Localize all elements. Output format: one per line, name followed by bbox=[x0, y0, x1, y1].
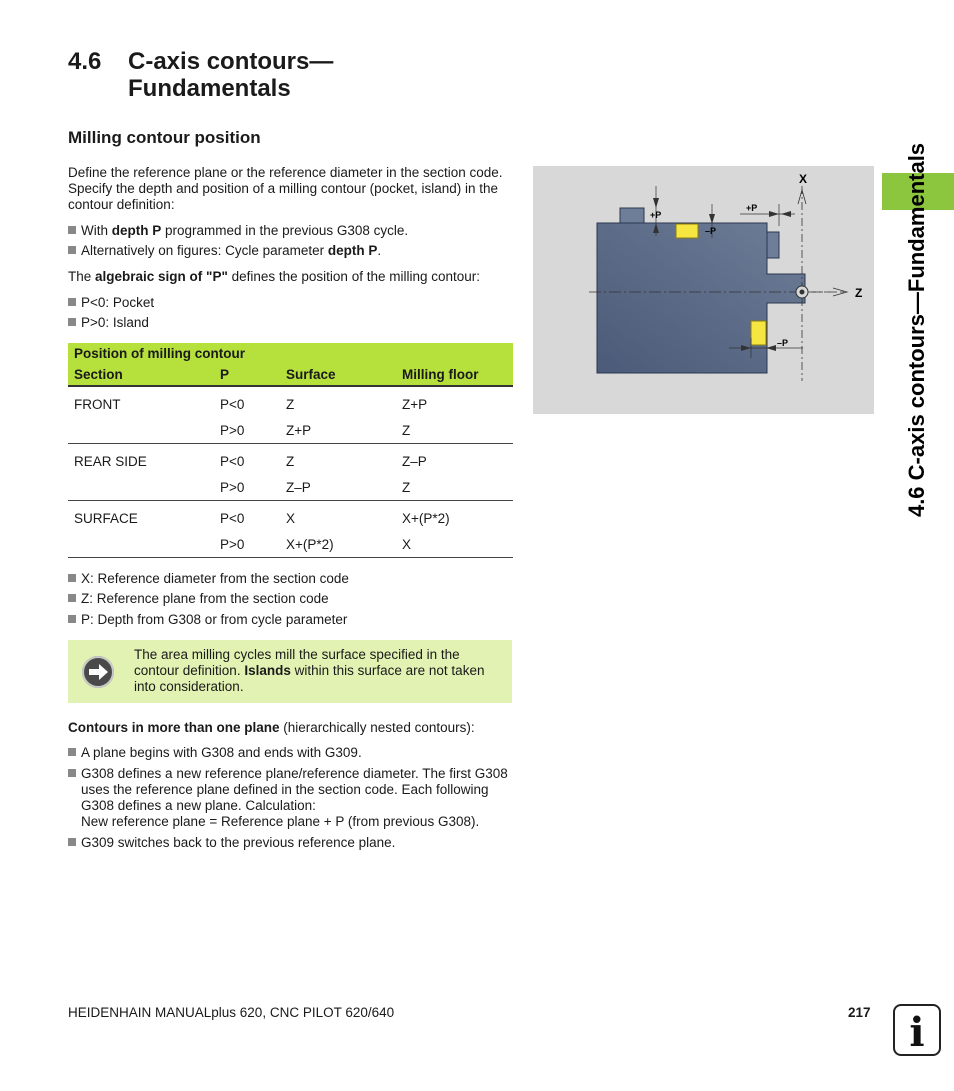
dim-label-right-plus-p: +P bbox=[746, 203, 758, 213]
note-box bbox=[68, 640, 512, 703]
table-cell bbox=[68, 531, 214, 558]
table-cell: X bbox=[396, 531, 513, 558]
dim-label-top-minus-p: –P bbox=[705, 226, 717, 236]
table-cell: P<0 bbox=[220, 396, 245, 412]
bullet-island: P>0: Island bbox=[68, 315, 149, 331]
table-cell bbox=[68, 474, 214, 501]
table-cell bbox=[68, 417, 214, 444]
bullet-square-icon bbox=[68, 594, 76, 602]
bullet-square-icon bbox=[68, 748, 76, 756]
bullet-plane-begins: A plane begins with G308 and ends with G309. bbox=[68, 745, 513, 761]
table-cell: P<0 bbox=[220, 453, 245, 469]
z-axis-label: Z bbox=[855, 286, 863, 300]
pocket-bottom bbox=[751, 321, 766, 345]
arrow-right-icon bbox=[82, 656, 114, 688]
subheading: Milling contour position bbox=[68, 128, 261, 147]
table-cell: Z+P bbox=[402, 396, 428, 412]
bullet-square-icon bbox=[68, 769, 76, 777]
table-cell: Z bbox=[396, 417, 513, 444]
footer-text: HEIDENHAIN MANUALplus 620, CNC PILOT 620/640 bbox=[68, 1005, 395, 1020]
table-cell: X+(P*2) bbox=[402, 510, 450, 526]
bullet-square-icon bbox=[68, 318, 76, 326]
table-cell: REAR SIDE bbox=[74, 453, 147, 469]
bullet-square-icon bbox=[68, 615, 76, 623]
milling-position-table bbox=[68, 343, 513, 558]
sidebar-chapter-title: 4.6 C-axis contours—Fundamentals bbox=[904, 142, 929, 518]
svg-text:i: i bbox=[909, 1009, 925, 1054]
note-text: The area milling cycles mill the surface specified in the contour definition. Islands within this surface are not taken into consideration. bbox=[134, 647, 485, 694]
table-cell: P>0 bbox=[214, 531, 280, 558]
table-cell: SURFACE bbox=[74, 510, 138, 526]
bullet-square-icon bbox=[68, 838, 76, 846]
bullet-square-icon bbox=[68, 246, 76, 254]
table-cell: Z–P bbox=[402, 453, 427, 469]
col-header-milling-floor: Milling floor bbox=[396, 363, 513, 386]
bullet-z-reference: Z: Reference plane from the section code bbox=[68, 591, 329, 607]
dim-label-top-plus-p: +P bbox=[650, 210, 662, 220]
table-cell: Z bbox=[286, 453, 295, 469]
table-row bbox=[68, 444, 513, 475]
info-icon bbox=[893, 1004, 941, 1056]
contours-heading: Contours in more than one plane (hierarchically nested contours): bbox=[68, 720, 475, 735]
table-cell: X+(P*2) bbox=[280, 531, 396, 558]
bullet-alternative: Alternatively on figures: Cycle parameter depth P. bbox=[68, 243, 513, 259]
table-row bbox=[68, 386, 513, 417]
milling-contour-figure bbox=[533, 166, 874, 414]
intro-paragraph: Define the reference plane or the reference diameter in the section code. Specify the depth and position of a milling contour (pocket, island) in the contour definition: bbox=[68, 165, 503, 212]
table-cell: X bbox=[286, 510, 296, 526]
bullet-pocket: P<0: Pocket bbox=[68, 295, 154, 311]
table-cell: P<0 bbox=[220, 510, 245, 526]
island-top bbox=[620, 208, 644, 223]
dim-label-bottom-minus-p: –P bbox=[777, 338, 789, 348]
x-axis-label: X bbox=[799, 172, 808, 186]
bullet-p-depth: P: Depth from G308 or from cycle parameter bbox=[68, 612, 347, 628]
col-header-surface: Surface bbox=[280, 363, 396, 386]
table-cell: Z bbox=[396, 474, 513, 501]
table-cell: FRONT bbox=[74, 396, 121, 412]
col-header-p: P bbox=[214, 363, 280, 386]
table-cell: P>0 bbox=[214, 417, 280, 444]
table-cell: Z bbox=[286, 396, 295, 412]
page-number: 217 bbox=[848, 1005, 871, 1020]
col-header-section: Section bbox=[68, 363, 214, 386]
table-cell: Z–P bbox=[280, 474, 396, 501]
table-title: Position of milling contour bbox=[74, 345, 245, 361]
sign-paragraph: The algebraic sign of "P" defines the position of the milling contour: bbox=[68, 269, 481, 284]
bullet-square-icon bbox=[68, 226, 76, 234]
bullet-depth-p: With depth P programmed in the previous G308 cycle. bbox=[68, 223, 513, 239]
bullet-x-reference: X: Reference diameter from the section code bbox=[68, 571, 349, 587]
table-row bbox=[68, 531, 513, 558]
island-right bbox=[767, 232, 779, 258]
contour-diagram bbox=[533, 166, 874, 414]
bullet-g308: G308 defines a new reference plane/reference diameter. The first G308 uses the reference plane defined in the section code. Each following G308 defines a new plane. Calculation: New reference plane = Reference plane + P (from previous G308). bbox=[68, 766, 513, 830]
bullet-g309: G309 switches back to the previous reference plane. bbox=[68, 835, 513, 851]
table-row bbox=[68, 501, 513, 532]
table-row bbox=[68, 474, 513, 501]
table-row bbox=[68, 417, 513, 444]
pocket-top bbox=[676, 224, 698, 238]
section-number: 4.6 bbox=[68, 48, 102, 75]
section-title: C-axis contours— Fundamentals bbox=[128, 48, 334, 102]
table-cell: P>0 bbox=[214, 474, 280, 501]
bullet-square-icon bbox=[68, 298, 76, 306]
table-cell: Z+P bbox=[280, 417, 396, 444]
bullet-square-icon bbox=[68, 574, 76, 582]
